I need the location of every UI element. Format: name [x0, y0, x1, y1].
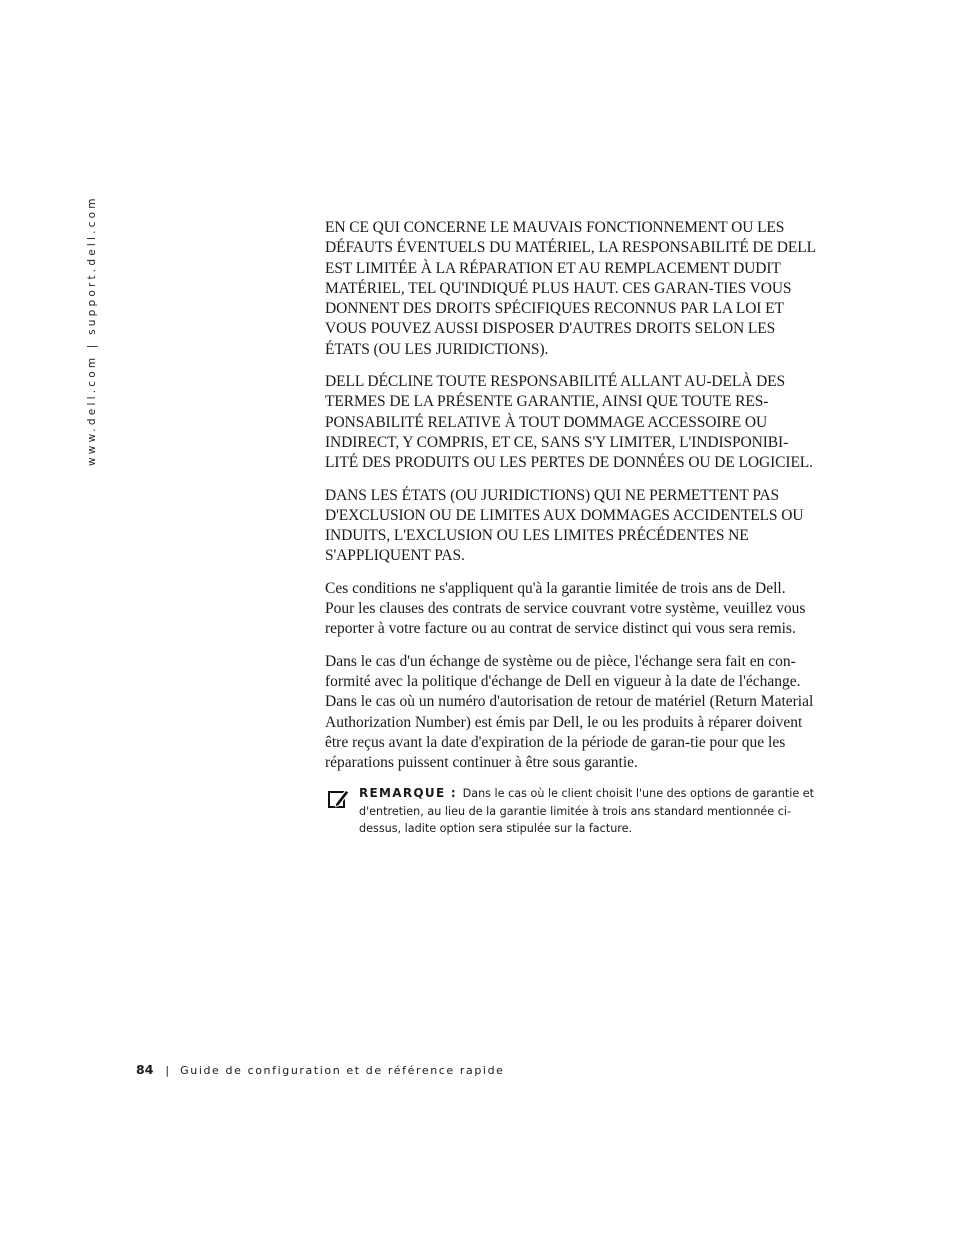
conditions-paragraph: Ces conditions ne s'appliquent qu'à la garantie limitée de trois ans de Dell. Pour les clauses des contrats de service couvrant votre système, veuillez vous reporter à votre facture ou au contrat de service distinct qui vous sera remis.: [325, 579, 806, 638]
exchange-policy-paragraph: Dans le cas d'un échange de système ou de pièce, l'échange sera fait en con-formité avec la politique d'échange de Dell en vigueur à la date de l'échange. Dans le cas où un numéro d'autorisation de retour de matériel (Return Material Authorization Number) est émis par Dell, le ou les produits à réparer doivent être reçus avant la date d'expiration de la période de garan-tie pour que les réparations puissent continuer à être sous garantie.: [325, 652, 814, 772]
note-pencil-icon: [328, 788, 350, 810]
note-text: Dans le cas où le client choisit l'une des options de garantie et d'entretien, au lieu de la garantie limitée à trois ans standard mentionnée ci-dessus, ladite option sera stipulée sur la facture.: [359, 787, 815, 836]
jurisdiction-exclusion-paragraph: DANS LES ÉTATS (OU JURIDICTIONS) QUI NE PERMETTENT PAS D'EXCLUSION OU DE LIMITES AUX DOMMAGES ACCIDENTELS OU INDUITS, L'EXCLUSION OU LES LIMITES PRÉCÉDENTES NE S'APPLIQUENT PAS.: [325, 486, 804, 565]
main-content: [325, 218, 817, 838]
page-footer: [136, 1062, 505, 1079]
sidebar-website-url: www.dell.com | support.dell.com: [86, 195, 98, 466]
warranty-limitation-paragraph: EN CE QUI CONCERNE LE MAUVAIS FONCTIONNEMENT OU LES DÉFAUTS ÉVENTUELS DU MATÉRIEL, LA RESPONSABILITÉ DE DELL EST LIMITÉE À LA RÉPARATION ET AU REMPLACEMENT DUDIT MATÉRIEL, TEL QU'INDIQUÉ PLUS HAUT. CES GARAN-TIES VOUS DONNENT DES DROITS SPÉCIFIQUES RECONNUS PAR LA LOI ET VOUS POUVEZ AUSSI DISPOSER D'AUTRES DROITS SELON LES ÉTATS (OU LES JURIDICTIONS).: [325, 219, 816, 358]
liability-disclaimer-paragraph: DELL DÉCLINE TOUTE RESPONSABILITÉ ALLANT AU-DELÀ DES TERMES DE LA PRÉSENTE GARANTIE, AINSI QUE TOUTE RES-PONSABILITÉ RELATIVE À TOUT DOMMAGE ACCESSOIRE OU INDIRECT, Y COMPRIS, ET CE, SANS S'Y LIMITER, L'INDISPONIBI-LITÉ DES PRODUITS OU LES PERTES DE DONNÉES OU DE LOGICIEL.: [325, 373, 813, 472]
note-label: REMARQUE :: [359, 786, 458, 801]
document-title: Guide de configuration et de référence rapide: [180, 1064, 505, 1077]
footer-separator: |: [165, 1064, 170, 1077]
note-box: [325, 785, 817, 838]
page-number: 84: [136, 1062, 154, 1077]
